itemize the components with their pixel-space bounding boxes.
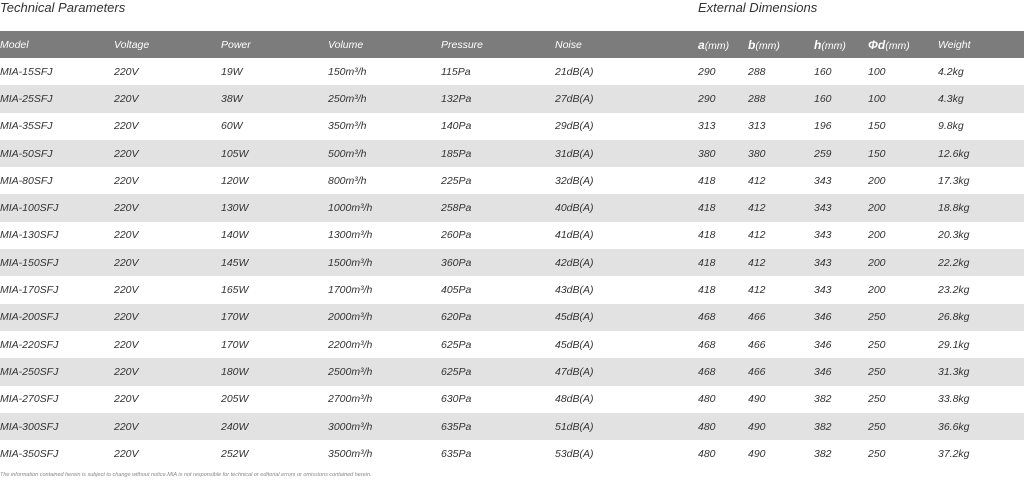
cell-h: 382 bbox=[814, 393, 832, 406]
cell-noise: 41dB(A) bbox=[555, 229, 594, 242]
cell-d: 250 bbox=[868, 358, 938, 385]
cell-a: 468 bbox=[698, 338, 716, 351]
cell-voltage: 220V bbox=[114, 338, 139, 351]
cell-pressure: 258Pa bbox=[441, 194, 555, 221]
cell-noise: 53dB(A) bbox=[555, 447, 594, 460]
cell-weight: 22.2kg bbox=[938, 249, 1024, 276]
col-b bbox=[748, 31, 814, 58]
cell-voltage: 220V bbox=[114, 447, 139, 460]
cell-a: 480 bbox=[698, 447, 716, 460]
col-h-unit: (mm) bbox=[821, 39, 846, 52]
cell-h: 343 bbox=[814, 284, 832, 297]
cell-volume: 3000m³/h bbox=[328, 413, 441, 440]
col-a-unit: (mm) bbox=[704, 39, 730, 52]
cell-power: 105W bbox=[221, 140, 328, 167]
col-volume: Volume bbox=[328, 31, 441, 58]
col-b-unit: (mm) bbox=[755, 39, 780, 52]
cell-voltage: 220V bbox=[114, 304, 221, 331]
cell-model: MIA-200SFJ bbox=[0, 304, 114, 331]
cell-model: MIA-80SFJ bbox=[0, 174, 53, 187]
cell-pressure: 260Pa bbox=[441, 229, 472, 242]
cell-b: 466 bbox=[748, 338, 766, 351]
col-weight: Weight bbox=[938, 31, 1024, 58]
cell-volume: 350m³/h bbox=[328, 120, 367, 133]
cell-noise: 45dB(A) bbox=[555, 304, 698, 331]
cell-b: 412 bbox=[748, 229, 766, 242]
cell-a: 313 bbox=[698, 120, 716, 133]
cell-d: 200 bbox=[868, 249, 938, 276]
cell-pressure: 185Pa bbox=[441, 140, 555, 167]
cell-weight: 4.2kg bbox=[938, 65, 964, 78]
cell-model: MIA-150SFJ bbox=[0, 249, 114, 276]
cell-b: 466 bbox=[748, 358, 814, 385]
cell-power: 165W bbox=[221, 284, 249, 297]
cell-voltage: 220V bbox=[114, 120, 139, 133]
cell-a: 418 bbox=[698, 229, 716, 242]
cell-power: 252W bbox=[221, 447, 249, 460]
table-row bbox=[0, 413, 1024, 440]
cell-b: 490 bbox=[748, 413, 814, 440]
cell-model: MIA-100SFJ bbox=[0, 194, 114, 221]
cell-weight: 20.3kg bbox=[938, 229, 970, 242]
cell-model: MIA-50SFJ bbox=[0, 140, 114, 167]
cell-model: MIA-35SFJ bbox=[0, 120, 53, 133]
cell-b: 412 bbox=[748, 174, 766, 187]
cell-pressure: 405Pa bbox=[441, 284, 472, 297]
cell-voltage: 220V bbox=[114, 358, 221, 385]
cell-weight: 4.3kg bbox=[938, 85, 1024, 112]
cell-voltage: 220V bbox=[114, 393, 139, 406]
cell-pressure: 132Pa bbox=[441, 85, 555, 112]
cell-d: 150 bbox=[868, 120, 886, 133]
cell-model: MIA-250SFJ bbox=[0, 358, 114, 385]
cell-h: 346 bbox=[814, 358, 868, 385]
cell-pressure: 630Pa bbox=[441, 393, 472, 406]
cell-model: MIA-170SFJ bbox=[0, 284, 59, 297]
cell-model: MIA-25SFJ bbox=[0, 85, 114, 112]
cell-voltage: 220V bbox=[114, 85, 221, 112]
cell-h: 382 bbox=[814, 413, 868, 440]
table-row bbox=[0, 440, 1024, 467]
cell-voltage: 220V bbox=[114, 249, 221, 276]
cell-weight: 17.3kg bbox=[938, 174, 970, 187]
cell-pressure: 225Pa bbox=[441, 174, 472, 187]
cell-b: 412 bbox=[748, 284, 766, 297]
cell-d: 200 bbox=[868, 229, 886, 242]
cell-power: 170W bbox=[221, 304, 328, 331]
cell-d: 200 bbox=[868, 284, 886, 297]
col-model: Model bbox=[0, 31, 114, 58]
cell-noise: 48dB(A) bbox=[555, 393, 594, 406]
cell-volume: 1500m³/h bbox=[328, 249, 441, 276]
table-row bbox=[0, 276, 1024, 303]
cell-a: 418 bbox=[698, 284, 716, 297]
col-power: Power bbox=[221, 31, 328, 58]
col-a bbox=[698, 31, 748, 58]
footnote: The information contained herein is subject to change without notice.MIA is not responsible for technical or editorial errors or omissions contained herein. bbox=[0, 472, 372, 478]
cell-h: 343 bbox=[814, 194, 868, 221]
table-row bbox=[0, 113, 1024, 140]
col-h bbox=[814, 31, 868, 58]
cell-volume: 1700m³/h bbox=[328, 284, 373, 297]
cell-weight: 12.6kg bbox=[938, 140, 1024, 167]
cell-power: 60W bbox=[221, 120, 243, 133]
cell-power: 170W bbox=[221, 338, 249, 351]
cell-weight: 9.8kg bbox=[938, 120, 964, 133]
cell-voltage: 220V bbox=[114, 284, 139, 297]
cell-weight: 36.6kg bbox=[938, 413, 1024, 440]
cell-d: 100 bbox=[868, 85, 938, 112]
table-row bbox=[0, 167, 1024, 194]
cell-model: MIA-130SFJ bbox=[0, 229, 59, 242]
cell-a: 418 bbox=[698, 194, 748, 221]
technical-parameters-heading: Technical Parameters bbox=[0, 0, 126, 15]
cell-power: 38W bbox=[221, 85, 328, 112]
table-row bbox=[0, 358, 1024, 385]
cell-voltage: 220V bbox=[114, 194, 221, 221]
cell-weight: 23.2kg bbox=[938, 284, 970, 297]
table-row bbox=[0, 140, 1024, 167]
cell-a: 480 bbox=[698, 393, 716, 406]
cell-a: 380 bbox=[698, 140, 748, 167]
cell-voltage: 220V bbox=[114, 65, 139, 78]
table-row bbox=[0, 58, 1024, 85]
cell-d: 250 bbox=[868, 447, 886, 460]
cell-noise: 51dB(A) bbox=[555, 413, 698, 440]
table-row bbox=[0, 222, 1024, 249]
cell-noise: 32dB(A) bbox=[555, 174, 594, 187]
table-row bbox=[0, 249, 1024, 276]
cell-volume: 150m³/h bbox=[328, 65, 367, 78]
cell-volume: 2200m³/h bbox=[328, 338, 373, 351]
cell-b: 313 bbox=[748, 120, 766, 133]
cell-b: 490 bbox=[748, 393, 766, 406]
cell-voltage: 220V bbox=[114, 174, 139, 187]
cell-noise: 43dB(A) bbox=[555, 284, 594, 297]
cell-pressure: 140Pa bbox=[441, 120, 472, 133]
col-pressure: Pressure bbox=[441, 31, 555, 58]
cell-a: 290 bbox=[698, 85, 748, 112]
cell-h: 160 bbox=[814, 65, 832, 78]
col-a-symbol: a bbox=[698, 37, 705, 52]
cell-h: 382 bbox=[814, 447, 832, 460]
cell-power: 240W bbox=[221, 413, 328, 440]
cell-h: 346 bbox=[814, 304, 868, 331]
cell-noise: 42dB(A) bbox=[555, 249, 698, 276]
cell-h: 346 bbox=[814, 338, 832, 351]
cell-b: 288 bbox=[748, 85, 814, 112]
cell-pressure: 625Pa bbox=[441, 358, 555, 385]
cell-h: 259 bbox=[814, 140, 868, 167]
table-row bbox=[0, 304, 1024, 331]
cell-voltage: 220V bbox=[114, 229, 139, 242]
cell-weight: 26.8kg bbox=[938, 304, 1024, 331]
cell-volume: 2700m³/h bbox=[328, 393, 373, 406]
cell-d: 250 bbox=[868, 338, 886, 351]
col-d-symbol: Φd bbox=[868, 37, 886, 52]
external-dimensions-heading: External Dimensions bbox=[698, 0, 818, 15]
cell-pressure: 625Pa bbox=[441, 338, 472, 351]
cell-model: MIA-220SFJ bbox=[0, 338, 59, 351]
col-voltage: Voltage bbox=[114, 31, 221, 58]
cell-h: 160 bbox=[814, 85, 868, 112]
cell-volume: 1000m³/h bbox=[328, 194, 441, 221]
cell-weight: 33.8kg bbox=[938, 393, 970, 406]
col-d-unit: (mm) bbox=[885, 39, 910, 52]
cell-b: 412 bbox=[748, 249, 814, 276]
cell-b: 466 bbox=[748, 304, 814, 331]
cell-noise: 21dB(A) bbox=[555, 65, 594, 78]
cell-d: 250 bbox=[868, 393, 886, 406]
cell-model: MIA-270SFJ bbox=[0, 393, 59, 406]
cell-pressure: 360Pa bbox=[441, 249, 555, 276]
cell-b: 490 bbox=[748, 447, 766, 460]
cell-volume: 1300m³/h bbox=[328, 229, 373, 242]
cell-pressure: 635Pa bbox=[441, 447, 472, 460]
cell-volume: 2500m³/h bbox=[328, 358, 441, 385]
cell-pressure: 620Pa bbox=[441, 304, 555, 331]
cell-noise: 29dB(A) bbox=[555, 120, 594, 133]
table-row bbox=[0, 194, 1024, 221]
cell-a: 290 bbox=[698, 65, 716, 78]
cell-power: 180W bbox=[221, 358, 328, 385]
cell-d: 250 bbox=[868, 304, 938, 331]
cell-power: 120W bbox=[221, 174, 249, 187]
cell-noise: 40dB(A) bbox=[555, 194, 698, 221]
cell-power: 205W bbox=[221, 393, 249, 406]
cell-a: 468 bbox=[698, 304, 748, 331]
col-noise: Noise bbox=[555, 31, 698, 58]
cell-d: 200 bbox=[868, 194, 938, 221]
col-h-symbol: h bbox=[814, 37, 822, 52]
cell-h: 343 bbox=[814, 229, 832, 242]
cell-voltage: 220V bbox=[114, 413, 221, 440]
cell-model: MIA-350SFJ bbox=[0, 447, 59, 460]
cell-model: MIA-300SFJ bbox=[0, 413, 114, 440]
cell-volume: 800m³/h bbox=[328, 174, 367, 187]
cell-h: 343 bbox=[814, 249, 868, 276]
cell-voltage: 220V bbox=[114, 140, 221, 167]
table-body bbox=[0, 58, 1024, 467]
table-row bbox=[0, 386, 1024, 413]
cell-power: 130W bbox=[221, 194, 328, 221]
cell-pressure: 115Pa bbox=[441, 65, 471, 78]
cell-noise: 45dB(A) bbox=[555, 338, 594, 351]
cell-noise: 31dB(A) bbox=[555, 140, 698, 167]
cell-d: 100 bbox=[868, 65, 886, 78]
col-b-symbol: b bbox=[748, 37, 756, 52]
cell-b: 412 bbox=[748, 194, 814, 221]
col-d bbox=[868, 31, 938, 58]
cell-b: 380 bbox=[748, 140, 814, 167]
table-row bbox=[0, 85, 1024, 112]
cell-a: 468 bbox=[698, 358, 748, 385]
header-row bbox=[0, 31, 1024, 58]
cell-weight: 37.2kg bbox=[938, 447, 970, 460]
cell-volume: 500m³/h bbox=[328, 140, 441, 167]
cell-d: 200 bbox=[868, 174, 886, 187]
cell-model: MIA-15SFJ bbox=[0, 65, 53, 78]
cell-volume: 2000m³/h bbox=[328, 304, 441, 331]
cell-d: 250 bbox=[868, 413, 938, 440]
cell-a: 418 bbox=[698, 174, 716, 187]
cell-h: 343 bbox=[814, 174, 832, 187]
table-row bbox=[0, 331, 1024, 358]
cell-noise: 47dB(A) bbox=[555, 358, 698, 385]
cell-noise: 27dB(A) bbox=[555, 85, 698, 112]
cell-d: 150 bbox=[868, 140, 938, 167]
cell-weight: 18.8kg bbox=[938, 194, 1024, 221]
cell-b: 288 bbox=[748, 65, 766, 78]
cell-pressure: 635Pa bbox=[441, 413, 555, 440]
cell-h: 196 bbox=[814, 120, 832, 133]
cell-volume: 3500m³/h bbox=[328, 447, 373, 460]
cell-a: 418 bbox=[698, 249, 748, 276]
cell-power: 140W bbox=[221, 229, 249, 242]
cell-weight: 29.1kg bbox=[938, 338, 970, 351]
cell-weight: 31.3kg bbox=[938, 358, 1024, 385]
cell-power: 19W bbox=[221, 65, 243, 78]
cell-a: 480 bbox=[698, 413, 748, 440]
cell-volume: 250m³/h bbox=[328, 85, 441, 112]
spec-table bbox=[0, 31, 1024, 467]
cell-power: 145W bbox=[221, 249, 328, 276]
